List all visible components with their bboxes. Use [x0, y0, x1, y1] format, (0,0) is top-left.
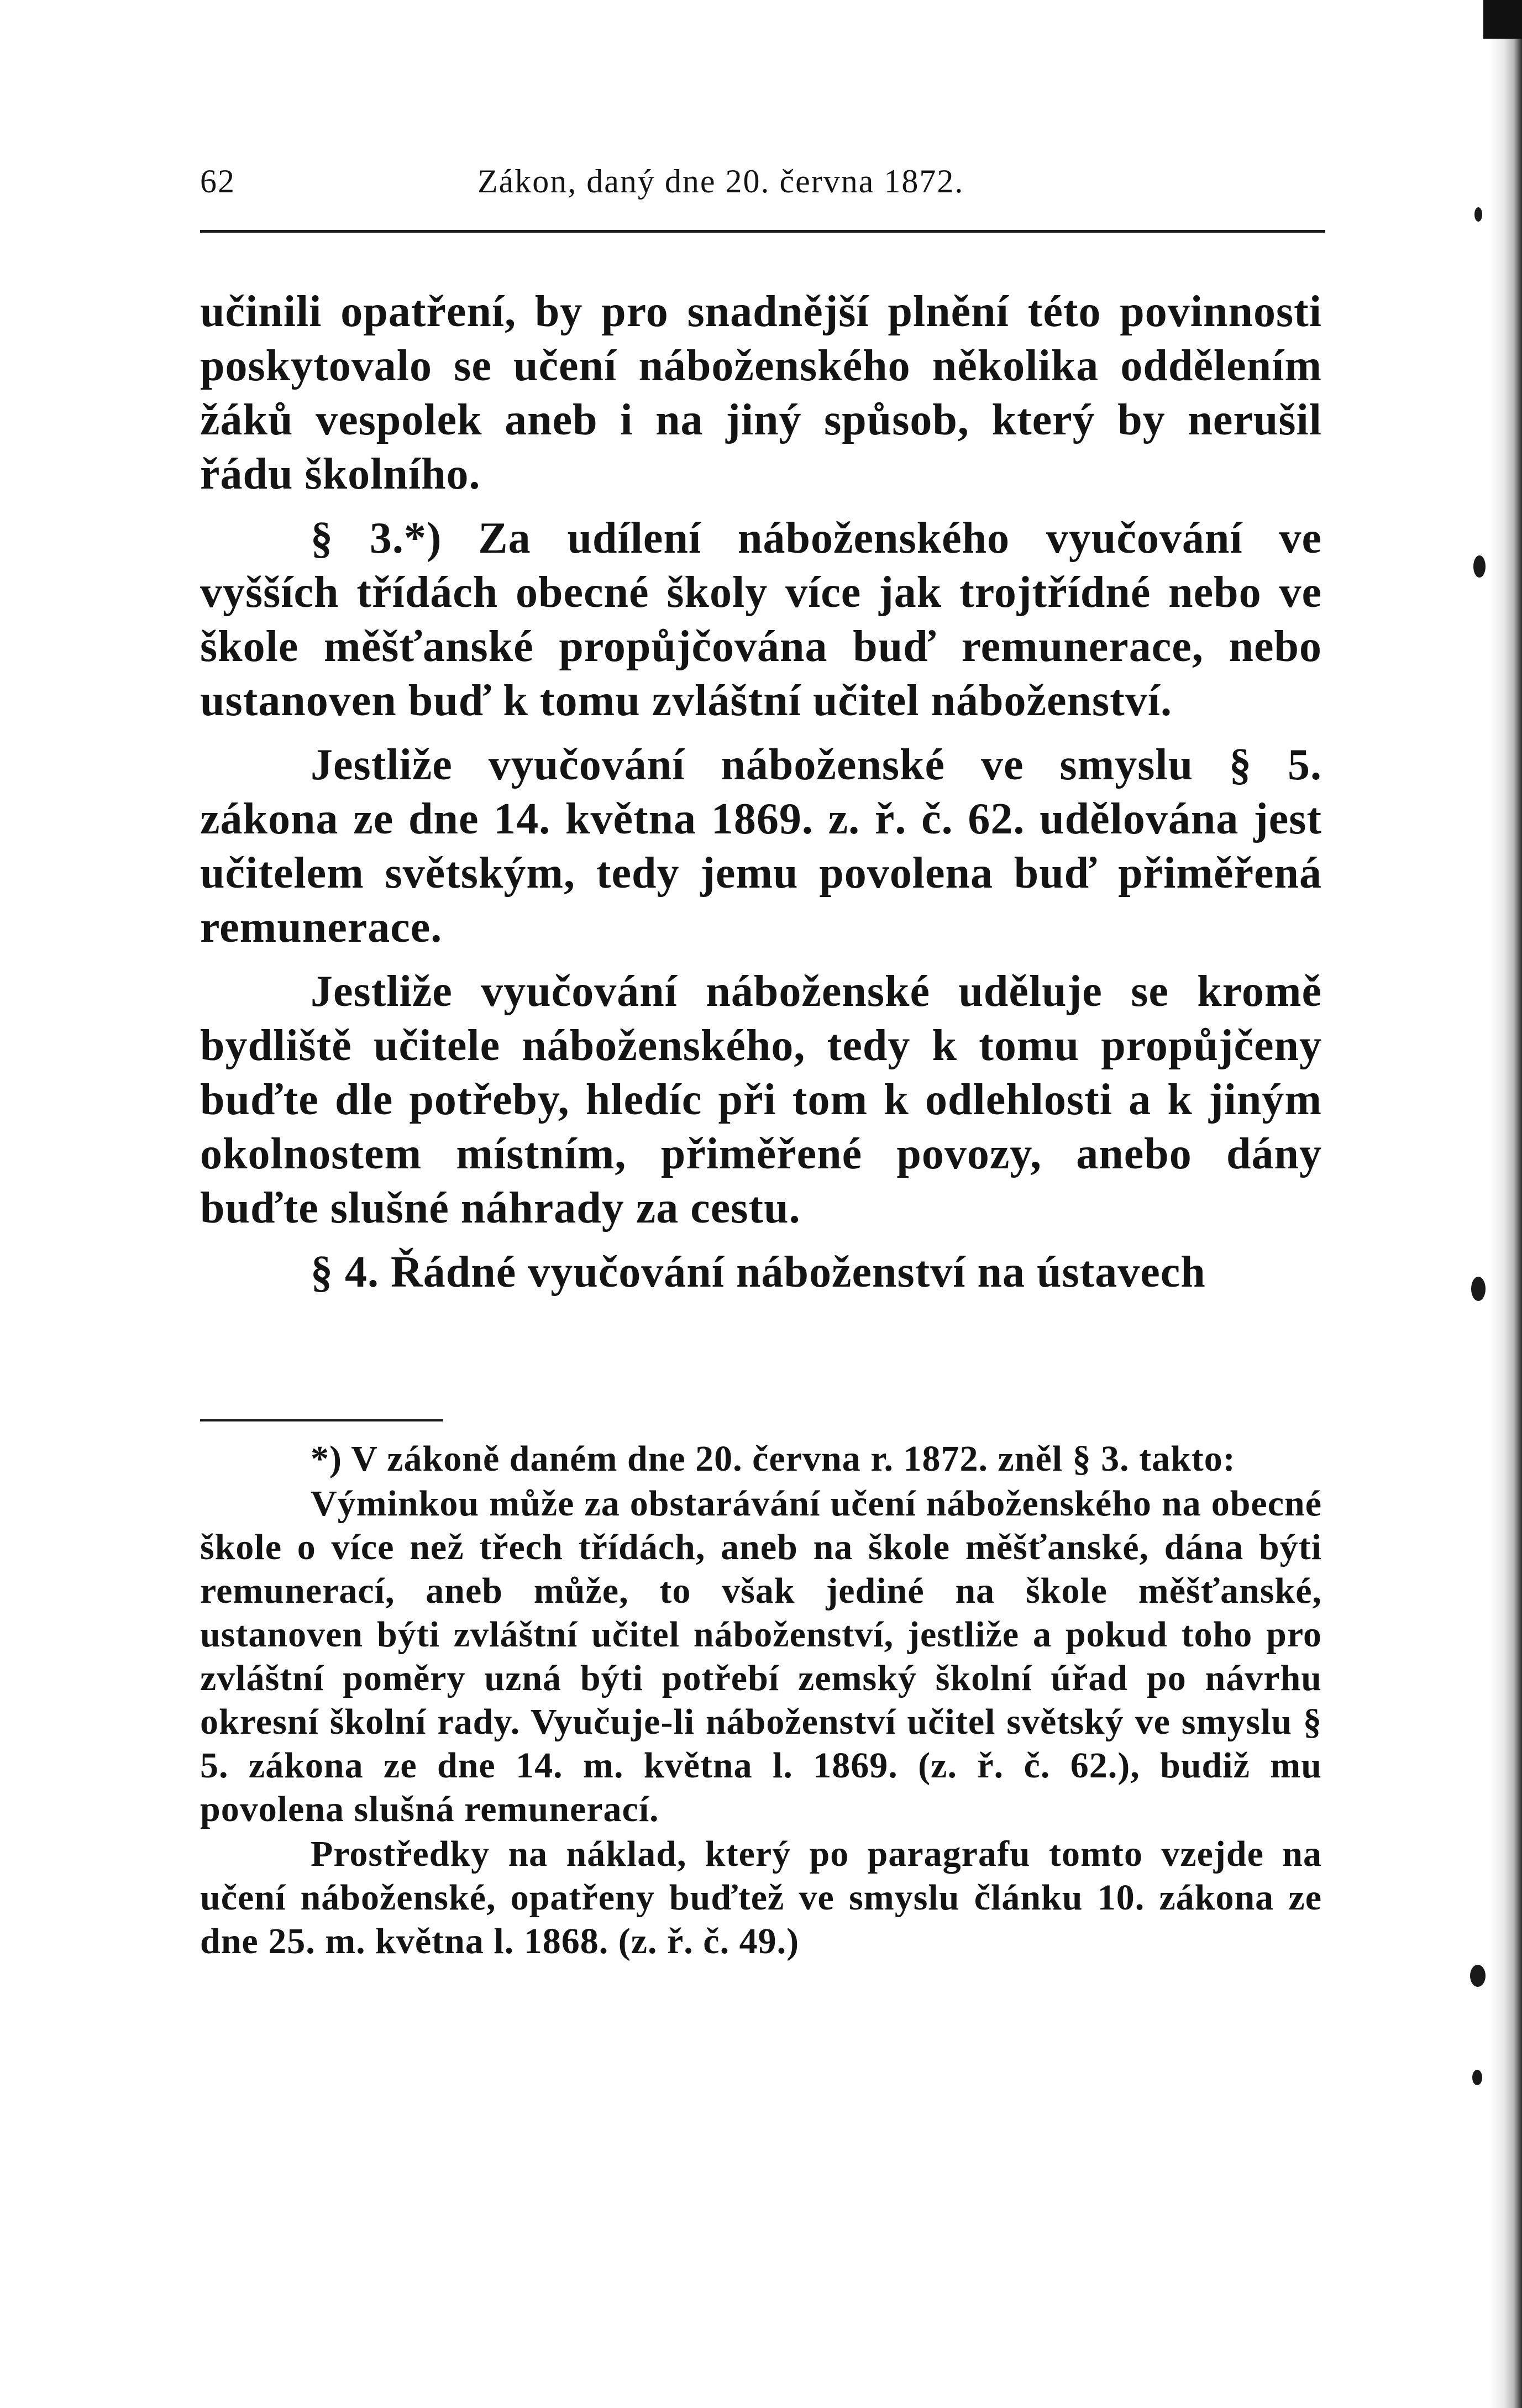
main-text	[200, 285, 1322, 1299]
ink-speck	[1470, 1965, 1486, 1987]
ink-speck	[1472, 2070, 1482, 2085]
footnote-paragraph-1: Výminkou může za obstarávání učení náboženského na obecné škole o více než třech třídách, aneb na škole měšťanské, dána býti remunerací, aneb může, to však jediné na škole měšťanské, ustanoven býti zvláštní učitel náboženství, jestliže a pokud toho pro zvláštní poměry uzná býti potřebí zemský školní úřad po návrhu okresní školní rady. Vyučuje-li náboženství učitel světský ve smyslu § 5. zákona ze dne 14. m. května l. 1869. (z. ř. č. 62.), budiž mu povolena slušná remunerací.	[200, 1483, 1322, 1829]
footnotes	[200, 1437, 1322, 1963]
running-title: Zákon, daný dne 20. června 1872.	[477, 163, 964, 200]
ink-speck	[1471, 1277, 1486, 1301]
page-number: 62	[200, 163, 235, 200]
ink-speck	[1473, 555, 1486, 578]
footnote-rule	[200, 1419, 443, 1421]
body-paragraph-4: Jestliže vyučování náboženské uděluje se kromě bydliště učitele náboženského, tedy k tomu propůjčeny buďte dle potřeby, hledíc při tom k odlehlosti a k jiným okolnostem místním, přiměřené povozy, anebo dány buďte slušné náhrady za cestu.	[200, 967, 1322, 1232]
body-paragraph-3: Jestliže vyučování náboženské ve smyslu § 5. zákona ze dne 14. května 1869. z. ř. č. 62. udělována jest učitelem světským, tedy jemu povolena buď přiměřená remunerace.	[200, 741, 1322, 952]
body-paragraph-section-3: § 3.*) Za udílení náboženského vyučování ve vyšších třídách obecné školy více jak trojtřídné nebo ve škole měšťanské propůjčována buď remunerace, nebo ustanoven buď k tomu zvláštní učitel náboženství.	[200, 514, 1322, 725]
page-header	[200, 156, 1322, 217]
body-paragraph-section-4: § 4. Řádné vyučování náboženství na ústavech	[311, 1248, 1206, 1297]
page-corner-shadow	[1483, 0, 1522, 39]
page-edge-shadow	[1489, 0, 1522, 2408]
header-rule	[200, 230, 1325, 233]
ink-speck	[1474, 207, 1482, 222]
footnote-paragraph-2: Prostředky na náklad, který po paragrafu tomto vzejde na učení náboženské, opatřeny buďtež ve smyslu článku 10. zákona ze dne 25. m. května l. 1868. (z. ř. č. 49.)	[200, 1834, 1322, 1961]
body-paragraph-1: učinili opatření, by pro snadnější plnění této povinnosti poskytovalo se učení náboženského několika oddělením žáků vespolek aneb i na jiný spůsob, který by nerušil řádu školního.	[200, 287, 1322, 499]
footnote-intro: *) V zákoně daném dne 20. června r. 1872. zněl § 3. takto:	[311, 1439, 1236, 1479]
